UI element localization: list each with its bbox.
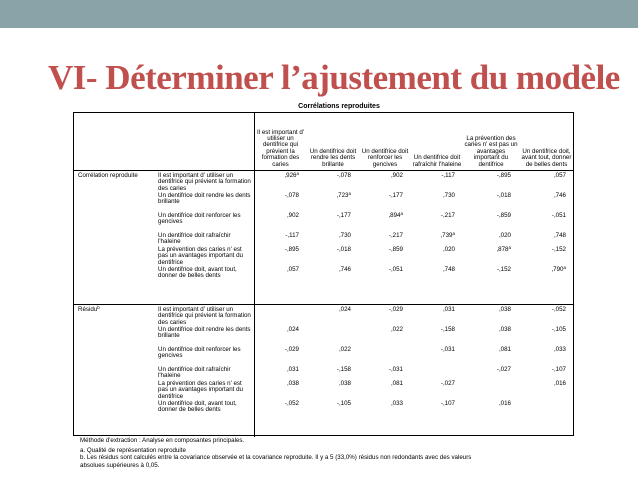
table-cell (519, 213, 566, 219)
column-divider (254, 113, 255, 437)
table-cell (254, 401, 299, 407)
table-cell (463, 193, 511, 199)
cell-value: ,746 (553, 192, 566, 199)
table-cell (519, 367, 566, 373)
group-separator (74, 304, 573, 305)
table-cell (254, 213, 299, 219)
table-cell (411, 233, 455, 239)
cell-value: -,152 (496, 266, 511, 273)
cell-value: ,730 (442, 192, 455, 199)
table-cell (359, 213, 403, 219)
row-label: Un dentifrice doit rendre les dents brillante (158, 326, 251, 340)
footnote-mark: a (400, 211, 403, 216)
table-cell (463, 327, 511, 333)
table-cell (307, 401, 351, 407)
cell-value: -,859 (496, 212, 511, 219)
footnote-mark: a (508, 245, 511, 250)
table-cell (307, 247, 351, 253)
cell-value: ,022 (338, 346, 351, 353)
table-cell (307, 267, 351, 273)
table-cell (307, 307, 351, 313)
cell-value: -,859 (388, 246, 403, 253)
column-header: Un dentifrice doit rafraîchir l'haleine (412, 154, 462, 168)
note-a: a. Qualité de représentation reproduite (80, 447, 186, 455)
table-cell (307, 347, 351, 353)
table-cell (307, 193, 351, 199)
table-cell (359, 381, 403, 387)
cell-value: ,746 (338, 266, 351, 273)
row-group-label-text: Corrélation reproduite (78, 172, 138, 179)
row-label: Il est important d' utiliser un dentifrice qui prévient la formation des caries (158, 172, 251, 192)
cell-value: ,016 (498, 400, 511, 407)
cell-value: ,024 (286, 326, 299, 333)
cell-value: ,024 (338, 306, 351, 313)
table-cell (411, 213, 455, 219)
reproduced-correlations-table (73, 112, 574, 436)
table-cell (254, 247, 299, 253)
cell-value: -,078 (336, 172, 351, 179)
cell-value: -,029 (284, 346, 299, 353)
table-cell (411, 193, 455, 199)
cell-value: -,018 (336, 246, 351, 253)
row-label: La prévention des caries n' est pas un avantages important du dentifrice (158, 246, 243, 266)
cell-value: ,081 (390, 380, 403, 387)
cell-value: -,177 (336, 212, 351, 219)
table-caption: Corrélations reproduites (298, 103, 380, 110)
note-extraction-method: Méthode d'extraction : Analyse en composantes principales. (80, 437, 245, 444)
top-accent-bar (0, 0, 638, 28)
cell-value: ,723 (336, 192, 349, 199)
column-header: Un dentifrice doit, avant tout, donner de belles dents (521, 147, 572, 168)
cell-value: ,016 (553, 380, 566, 387)
footnote-mark: a (452, 231, 455, 236)
row-label: Il est important d' utiliser un dentifrice qui prévient la formation des caries (158, 306, 251, 326)
cell-value: -,217 (440, 212, 455, 219)
table-cell (254, 267, 299, 273)
cell-value: ,926 (284, 172, 297, 179)
footnote-mark: a (563, 265, 566, 270)
column-header: Un dentifrice doit rendre les dents brillante (309, 147, 357, 168)
row-group-label (78, 173, 138, 179)
cell-value: ,022 (390, 326, 403, 333)
table-cell (411, 327, 455, 333)
table-cell (359, 267, 403, 273)
cell-value: -,117 (441, 172, 455, 179)
cell-value: ,748 (553, 232, 566, 239)
table-cell (254, 173, 299, 179)
cell-value: -,027 (440, 380, 455, 387)
cell-value: ,057 (553, 172, 566, 179)
footnote-mark: a (348, 191, 351, 196)
table-cell (463, 347, 511, 353)
cell-value: ,033 (553, 346, 566, 353)
note-b-continued: absolues supérieures à 0,05. (80, 461, 160, 469)
table-cell (411, 347, 455, 353)
table-cell (359, 401, 403, 407)
cell-value: ,902 (286, 212, 299, 219)
cell-value: ,038 (498, 326, 511, 333)
footnote-mark: a (296, 171, 299, 176)
cell-value: -,152 (551, 246, 566, 253)
table-cell (254, 233, 299, 239)
table-cell (519, 347, 566, 353)
cell-value: ,730 (338, 232, 351, 239)
cell-value: ,902 (390, 172, 403, 179)
row-label: Un dentifrice doit renforcer les gencives (158, 212, 241, 226)
cell-value: -,895 (284, 246, 299, 253)
cell-value: -,895 (496, 172, 511, 179)
cell-value: -,029 (388, 306, 403, 313)
table-header (74, 113, 573, 171)
cell-value: ,790 (551, 266, 564, 273)
cell-value: -,031 (388, 366, 403, 373)
row-label: Un dentifrice doit, avant tout, donner de belles dents (158, 400, 237, 414)
cell-value: ,748 (442, 266, 455, 273)
cell-value: -,107 (440, 400, 455, 407)
table-cell (519, 307, 566, 313)
cell-value: -,107 (551, 366, 566, 373)
cell-value: ,033 (390, 400, 403, 407)
note-b: b. Les résidus sont calculés entre la covariance observée et la covariance reproduite. Il y a 5 (33,0%) résidus non redondants avec des valeurs (80, 454, 472, 462)
cell-value: -,018 (496, 192, 511, 199)
column-header: Il est important d' utiliser un dentifrice qui prévient la formation des caries (257, 128, 304, 168)
table-cell (254, 327, 299, 333)
cell-value: ,894 (388, 212, 401, 219)
row-group-label-text: Résidu (78, 306, 98, 313)
table-cell (254, 367, 299, 373)
table-cell (359, 367, 403, 373)
row-label: Un dentifrice doit rafraîchir l'haleine (158, 366, 231, 380)
table-cell (463, 307, 511, 313)
footnote-mark: b (97, 305, 100, 310)
column-header: La prévention des caries n' est pas un avantages important du dentifrice (464, 134, 518, 168)
cell-value: -,105 (551, 326, 566, 333)
slide-title: VI- Déterminer l’ajustement du modèle (48, 58, 620, 97)
table-cell (359, 233, 403, 239)
table-notes (80, 437, 471, 469)
cell-value: -,105 (336, 400, 351, 407)
table-cell (463, 213, 511, 219)
table-cell (307, 213, 351, 219)
cell-value: -,117 (285, 232, 299, 239)
table-cell (463, 267, 511, 273)
cell-value: -,051 (551, 212, 566, 219)
column-header: Un dentifrice doit renforcer les gencives (361, 147, 409, 168)
cell-value: -,158 (440, 326, 455, 333)
row-group-label (78, 307, 100, 313)
table-cell (254, 381, 299, 387)
cell-value: ,081 (498, 346, 511, 353)
table-cell (411, 307, 455, 313)
table-cell (254, 193, 299, 199)
table-cell (519, 327, 566, 333)
table-cell (463, 247, 511, 253)
table-cell (411, 401, 455, 407)
row-label: La prévention des caries n' est pas un avantages important du dentifrice (158, 380, 243, 400)
table-cell (359, 193, 403, 199)
table-cell (307, 173, 351, 179)
cell-value: -,052 (284, 400, 299, 407)
table-cell (359, 247, 403, 253)
table-cell (519, 381, 566, 387)
cell-value: ,038 (498, 306, 511, 313)
table-cell (307, 233, 351, 239)
table-cell (359, 173, 403, 179)
table-cell (519, 247, 566, 253)
table-cell (463, 367, 511, 373)
table-cell (519, 267, 566, 273)
table-cell (519, 193, 566, 199)
table-cell (519, 173, 566, 179)
cell-value: -,052 (551, 306, 566, 313)
cell-value: ,739 (440, 232, 453, 239)
table-cell (307, 381, 351, 387)
cell-value: ,057 (286, 266, 299, 273)
cell-value: ,031 (286, 366, 299, 373)
table-cell (463, 233, 511, 239)
table-cell (359, 307, 403, 313)
table-cell (463, 173, 511, 179)
cell-value: ,031 (442, 306, 455, 313)
cell-value: ,020 (442, 246, 455, 253)
cell-value: -,027 (496, 366, 511, 373)
cell-value: -,158 (336, 366, 351, 373)
table-cell (411, 381, 455, 387)
cell-value: ,020 (498, 232, 511, 239)
table-cell (411, 173, 455, 179)
cell-value: ,038 (286, 380, 299, 387)
cell-value: ,878 (496, 246, 509, 253)
cell-value: -,217 (388, 232, 403, 239)
table-cell (519, 233, 566, 239)
table-cell (411, 247, 455, 253)
row-label: Un dentifrice doit rafraîchir l'haleine (158, 232, 231, 246)
row-label: Un dentifrice doit renforcer les gencives (158, 346, 241, 360)
table-cell (411, 267, 455, 273)
cell-value: -,051 (388, 266, 403, 273)
table-cell (463, 401, 511, 407)
row-label: Un dentifrice doit, avant tout, donner de belles dents (158, 266, 237, 280)
table-cell (359, 327, 403, 333)
table-cell (254, 347, 299, 353)
row-label: Un dentifrice doit rendre les dents brillante (158, 192, 251, 206)
cell-value: -,031 (440, 346, 455, 353)
table-cell (307, 367, 351, 373)
cell-value: -,177 (388, 192, 403, 199)
cell-value: ,038 (338, 380, 351, 387)
cell-value: -,078 (284, 192, 299, 199)
